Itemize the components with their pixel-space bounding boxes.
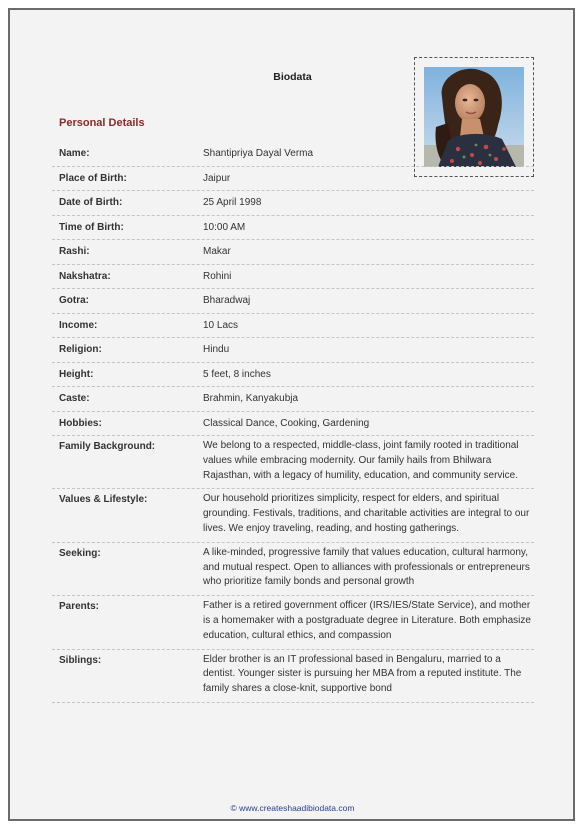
detail-value: Elder brother is an IT professional based in Bengaluru, married to a dentist. Younger sister is pursuing her MBA from a reputed institute. The family shares a close-knit, supportive bond bbox=[203, 653, 522, 695]
page-title: Biodata bbox=[273, 71, 312, 83]
detail-value: Our household prioritizes simplicity, respect for elders, and spiritual grounding. Festivals, traditions, and charitable activities are integral to our lives. We enjoy traveling, reading, and hosting gatherings. bbox=[203, 493, 530, 534]
detail-label: Hobbies: bbox=[59, 417, 102, 429]
detail-label: Nakshatra: bbox=[59, 270, 111, 282]
detail-label: Siblings: bbox=[59, 654, 102, 666]
detail-row-time-of-birth bbox=[52, 216, 534, 241]
detail-value: A like-minded, progressive family that values education, cultural harmony, and mutual respect. Open to alliances with professionals or entrepreneurs who prioritize family bonds and personal growth bbox=[203, 546, 530, 588]
detail-value: We belong to a respected, middle-class, joint family rooted in traditional values while embracing modernity. Our family hails from Bhilwara Rajasthan, with a legacy of humility, education, and community service. bbox=[203, 440, 519, 481]
detail-label: Income: bbox=[59, 319, 98, 331]
details-list bbox=[52, 142, 534, 703]
detail-label: Rashi: bbox=[59, 246, 90, 257]
detail-value: Shantipriya Dayal Verma bbox=[203, 148, 314, 159]
detail-row-seeking bbox=[52, 543, 534, 596]
detail-label: Seeking: bbox=[59, 547, 101, 559]
detail-row-siblings bbox=[52, 650, 534, 703]
detail-value: Hindu bbox=[203, 344, 230, 355]
detail-label: Values & Lifestyle: bbox=[59, 494, 148, 506]
detail-label: Caste: bbox=[59, 393, 90, 404]
detail-row-caste bbox=[52, 387, 534, 412]
detail-value: 10 Lacs bbox=[203, 319, 239, 331]
detail-label: Height: bbox=[59, 368, 94, 380]
detail-row-place-of-birth bbox=[52, 167, 534, 192]
detail-value: Bharadwaj bbox=[203, 295, 251, 306]
detail-value: 10:00 AM bbox=[203, 221, 246, 233]
detail-label: Date of Birth: bbox=[59, 197, 123, 208]
detail-row-nakshatra bbox=[52, 265, 534, 290]
detail-row-family-background bbox=[52, 436, 534, 489]
detail-value: Rohini bbox=[203, 270, 232, 282]
detail-row-values-lifestyle bbox=[52, 489, 534, 542]
detail-value: Classical Dance, Cooking, Gardening bbox=[203, 417, 370, 429]
detail-label: Time of Birth: bbox=[59, 221, 124, 233]
detail-row-name bbox=[52, 142, 534, 167]
detail-label: Religion: bbox=[59, 344, 102, 355]
detail-row-date-of-birth bbox=[52, 191, 534, 216]
detail-value: Jaipur bbox=[203, 172, 231, 184]
detail-label: Family Background: bbox=[59, 441, 156, 452]
detail-value: 25 April 1998 bbox=[203, 197, 262, 208]
detail-row-income bbox=[52, 314, 534, 339]
detail-label: Parents: bbox=[59, 601, 100, 613]
section-title-personal-details: Personal Details bbox=[59, 117, 145, 129]
detail-value: 5 feet, 8 inches bbox=[203, 368, 271, 380]
detail-label: Place of Birth: bbox=[59, 172, 127, 184]
detail-label: Gotra: bbox=[59, 295, 89, 306]
detail-row-parents bbox=[52, 596, 534, 649]
detail-row-gotra bbox=[52, 289, 534, 314]
detail-value: Brahmin, Kanyakubja bbox=[203, 393, 299, 404]
detail-row-religion bbox=[52, 338, 534, 363]
footer-website-link[interactable]: © www.createshaadibiodata.com bbox=[230, 803, 355, 813]
detail-value: Father is a retired government officer (IRS/IES/State Service), and mother is a homemaker with a postgraduate degree in Literature. Both emphasize education, cultural ethics, and compassion bbox=[203, 600, 531, 641]
detail-label: Name: bbox=[59, 148, 90, 159]
detail-value: Makar bbox=[203, 246, 231, 257]
detail-row-rashi bbox=[52, 240, 534, 265]
detail-row-height bbox=[52, 363, 534, 388]
detail-row-hobbies bbox=[52, 412, 534, 437]
